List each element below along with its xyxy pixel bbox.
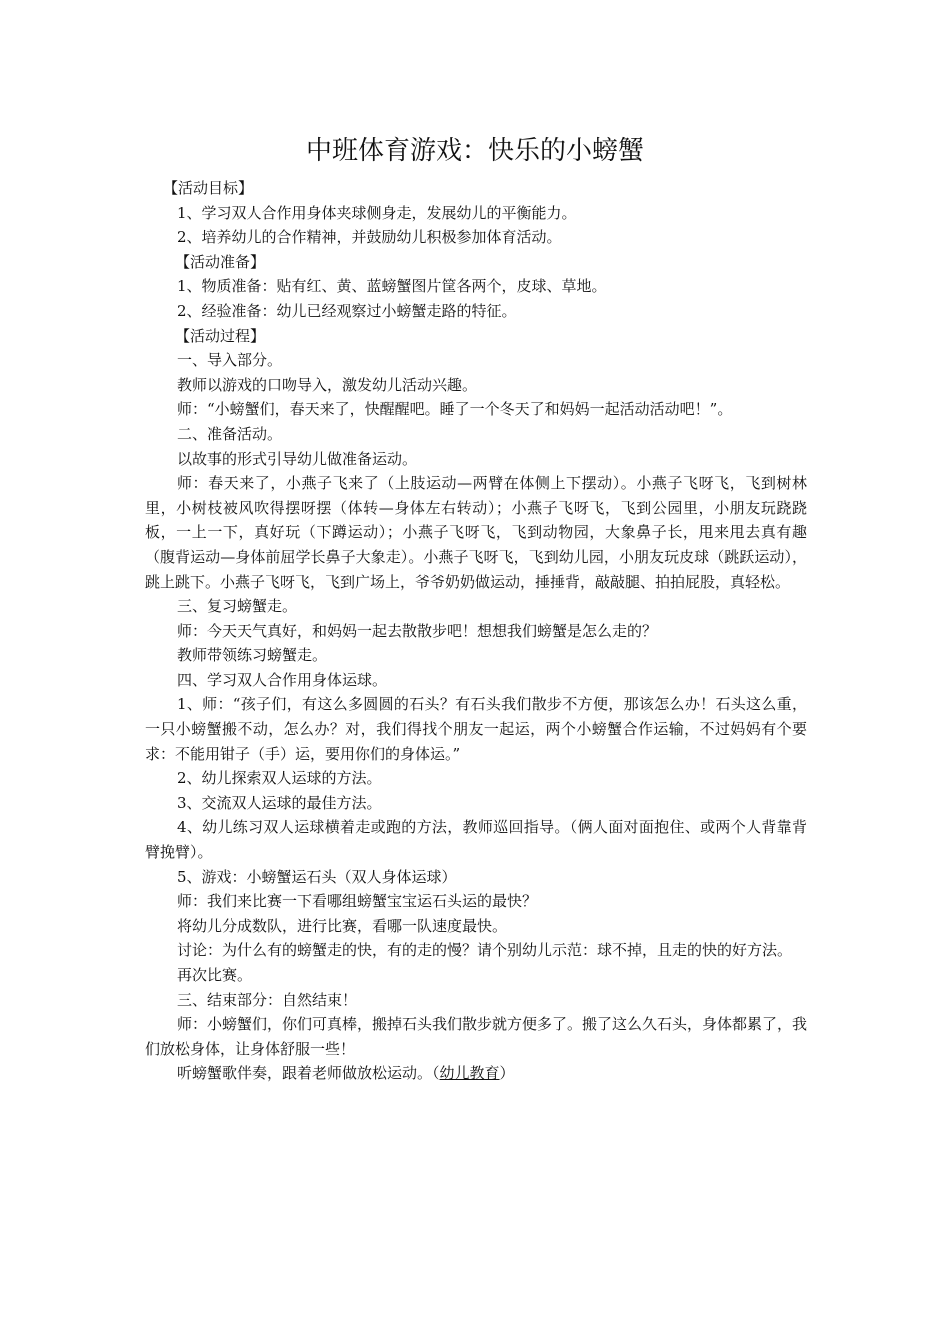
paragraph-last <box>145 1061 807 1086</box>
subsection-title: 三、复习螃蟹走。 <box>177 597 298 616</box>
subsection-title: 三、结束部分：自然结束！ <box>177 990 358 1009</box>
paragraph: 教师以游戏的口吻导入，激发幼儿活动兴趣。 <box>177 375 478 394</box>
paragraph: 1、师：“孩子们，有这么多圆圆的石头？有石头我们散步不方便，那该怎么办！石头这么重，一只小螃蟹搬不动，怎么办？对，我们得找个朋友一起运，两个小螃蟹合作运输，不过妈妈有个要求：不能用钳子（手）运，要用你们的身体运。” <box>145 695 807 763</box>
paragraph: 师：今天天气真好，和妈妈一起去散散步吧！想想我们螃蟹是怎么走的？ <box>177 621 658 640</box>
section-heading-preparation: 【活动准备】 <box>175 252 266 271</box>
paragraph: 3、交流双人运球的最佳方法。 <box>177 793 382 812</box>
subsection-title: 二、准备活动。 <box>177 424 283 443</box>
paragraph: 2、培养幼儿的合作精神，并鼓励幼儿积极参加体育活动。 <box>177 228 562 247</box>
paragraph: 4、幼儿练习双人运球横着走或跑的方法，教师巡回指导。（俩人面对面抱住、或两个人背靠背臂挽臂）。 <box>145 818 807 862</box>
document-title: 中班体育游戏：快乐的小螃蟹 <box>305 136 644 166</box>
document-body <box>145 176 807 1086</box>
paragraph: 教师带领练习螃蟹走。 <box>177 646 328 665</box>
paragraph: 5、游戏：小螃蟹运石头（双人身体运球） <box>177 867 457 886</box>
paragraph: 再次比赛。 <box>177 966 253 984</box>
paragraph-text: 听螃蟹歌伴奏，跟着老师做放松运动。（ <box>177 1064 440 1083</box>
paragraph: 1、学习双人合作用身体夹球侧身走，发展幼儿的平衡能力。 <box>177 203 577 222</box>
paragraph: 以故事的形式引导幼儿做准备运动。 <box>177 449 418 468</box>
paragraph: 师：春天来了，小燕子飞来了（上肢运动—两臂在体侧上下摆动）。小燕子飞呀飞，飞到树林里，小树枝被风吹得摆呀摆（体转—身体左右转动）；小燕子飞呀飞，飞到公园里，小朋友玩跷跷板，一上一下，真好玩（下蹲运动）；小燕子飞呀飞，飞到动物园，大象鼻子长，甩来甩去真有趣（腹背运动—身体前屈学长鼻子大象走）。小燕子飞呀飞，飞到幼儿园，小朋友玩皮球（跳跃运动），跳上跳下。小燕子飞呀飞，飞到广场上，爷爷奶奶做运动，捶捶背，敲敲腿、拍拍屁股，真轻松。 <box>145 474 807 591</box>
subsection-title: 一、导入部分。 <box>177 351 283 370</box>
paragraph: 1、物质准备：贴有红、黄、蓝螃蟹图片筐各两个，皮球、草地。 <box>177 277 607 296</box>
paragraph: 师：“小螃蟹们，春天来了，快醒醒吧。睡了一个冬天了和妈妈一起活动活动吧！”。 <box>177 400 733 419</box>
paragraph: 讨论：为什么有的螃蟹走的快，有的走的慢？请个别幼儿示范：球不掉，且走的快的好方法。 <box>177 941 793 960</box>
link-early-education[interactable]: 幼儿教育 <box>439 1064 500 1083</box>
section-heading-process: 【活动过程】 <box>175 326 266 345</box>
paragraph: 师：小螃蟹们，你们可真棒，搬掉石头我们散步就方便多了。搬了这么久石头，身体都累了，我们放松身体，让身体舒服一些！ <box>145 1015 808 1058</box>
paragraph-text: ） <box>499 1064 515 1083</box>
paragraph: 2、经验准备：幼儿已经观察过小螃蟹走路的特征。 <box>177 301 517 320</box>
paragraph: 将幼儿分成数队，进行比赛，看哪一队速度最快。 <box>177 916 508 935</box>
subsection-title: 四、学习双人合作用身体运球。 <box>177 670 388 689</box>
section-heading-goals: 【活动目标】 <box>163 179 254 197</box>
paragraph: 师：我们来比赛一下看哪组螃蟹宝宝运石头运的最快？ <box>177 892 538 911</box>
paragraph: 2、幼儿探索双人运球的方法。 <box>177 769 382 788</box>
